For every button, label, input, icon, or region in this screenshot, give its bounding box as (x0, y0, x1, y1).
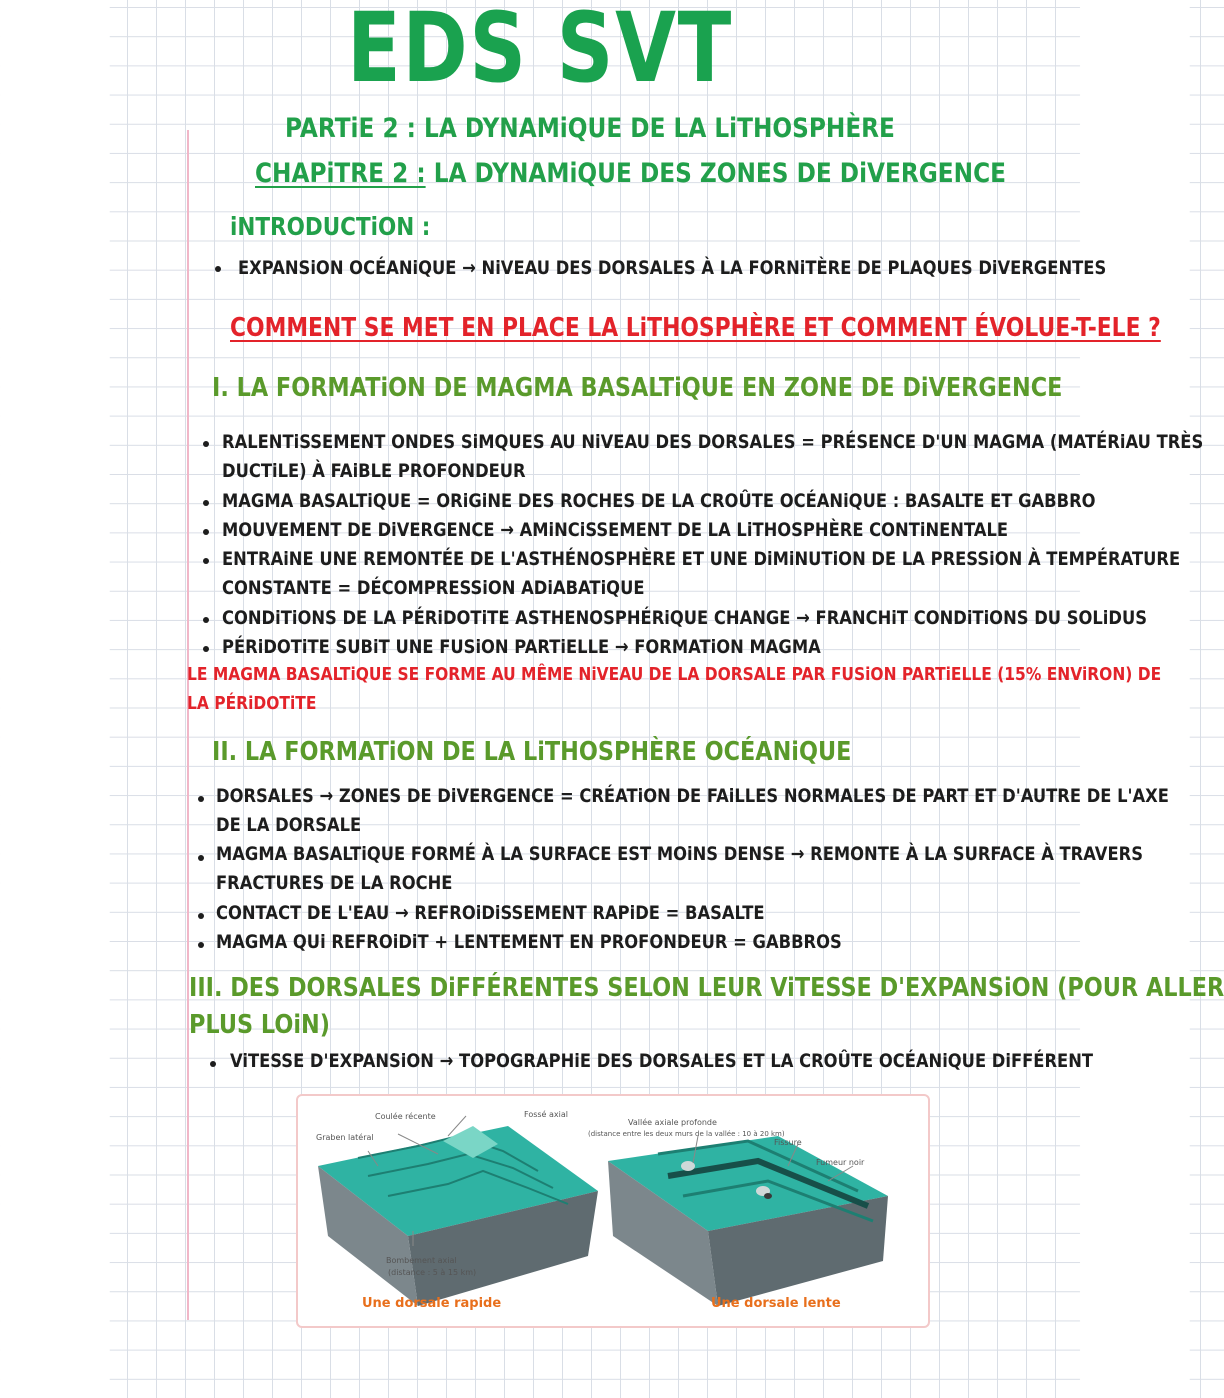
bullet-dot (198, 942, 204, 948)
section-2-line: CONTACT DE L'EAU → REFROiDiSSEMENT RAPiDE = BASALTE (216, 902, 765, 924)
caption-fast-ridge: Une dorsale rapide (362, 1296, 502, 1311)
section-3-bullet: ViTESSE D'EXPANSiON → TOPOGRAPHiE DES DORSALES ET LA CROÛTE OCÉANiQUE DiFFÉRENT (230, 1050, 1094, 1072)
section-2-line: DE LA DORSALE (216, 814, 362, 836)
section-1-line: ENTRAiNE UNE REMONTÉE DE L'ASTHÉNOSPHÈRE ET UNE DiMiNUTiON DE LA PRESSiON À TEMPÉRATURE (222, 548, 1181, 570)
bullet-dot (203, 500, 209, 506)
chapter-label: CHAPiTRE 2 : (255, 158, 426, 189)
section-1-line: MOUVEMENT DE DiVERGENCE → AMiNCiSSEMENT DE LA LiTHOSPHÈRE CONTiNENTALE (222, 519, 1009, 541)
section-3-heading: III. DES DORSALES DiFFÉRENTES SELON LEUR ViTESSE D'EXPANSiON (POUR ALLER (189, 973, 1224, 1003)
section-3-heading: PLUS LOiN) (189, 1010, 330, 1040)
label-coulee-recente: Coulée récente (375, 1112, 436, 1121)
label-bombement-axial: Bombement axial (386, 1256, 457, 1265)
label-bombement-distance: (distance : 5 à 15 km) (388, 1268, 477, 1277)
bullet-dot (203, 529, 209, 535)
bullet-dot (198, 796, 204, 802)
section-1-line: MAGMA BASALTiQUE = ORiGiNE DES ROCHES DE LA CROÛTE OCÉANiQUE : BASALTE ET GABBRO (222, 490, 1096, 512)
section-2-line: FRACTURES DE LA ROCHE (216, 872, 453, 894)
chapter-title: LA DYNAMiQUE DES ZONES DE DiVERGENCE (433, 158, 1007, 189)
notebook-margin-line (187, 130, 189, 1320)
section-1-line: PÉRiDOTiTE SUBiT UNE FUSiON PARTiELLE → FORMATiON MAGMA (222, 636, 821, 658)
intro-heading: iNTRODUCTiON : (230, 212, 431, 241)
section-1-line: RALENTiSSEMENT ONDES SiMQUES AU NiVEAU DES DORSALES = PRÉSENCE D'UN MAGMA (MATÉRiAU TRÈS (222, 431, 1204, 453)
section-2-line: MAGMA QUi REFROiDiT + LENTEMENT EN PROFONDEUR = GABBROS (216, 931, 842, 953)
bullet-dot (210, 1061, 216, 1067)
label-vallee-axiale: Vallée axiale profonde (628, 1118, 717, 1127)
label-fumeur-noir: Fumeur noir (816, 1158, 865, 1167)
label-vallee-distance: (distance entre les deux murs de la vallée : 10 à 20 km) (588, 1130, 785, 1138)
chapter-heading (255, 158, 1006, 189)
bullet-dot (203, 441, 209, 447)
fast-ridge-block (318, 1116, 598, 1306)
label-graben-lateral: Graben latéral (316, 1133, 374, 1142)
section-2-line: MAGMA BASALTiQUE FORMÉ À LA SURFACE EST MOiNS DENSE → REMONTE À LA SURFACE À TRAVERS (216, 843, 1143, 865)
label-fissure: Fissure (774, 1138, 802, 1147)
bullet-dot (203, 617, 209, 623)
section-1-conclusion: LA PÉRiDOTiTE (187, 693, 317, 714)
ridge-comparison-figure (296, 1094, 930, 1328)
intro-bullet: EXPANSiON OCÉANiQUE → NiVEAU DES DORSALES À LA FORNiTÈRE DE PLAQUES DiVERGENTES (238, 257, 1107, 279)
label-fosse-axial: Fossé axial (524, 1110, 568, 1119)
section-1-line: DUCTiLE) À FAiBLE PROFONDEUR (222, 460, 526, 482)
section-2-line: DORSALES → ZONES DE DiVERGENCE = CRÉATiON DE FAiLLES NORMALES DE PART ET D'AUTRE DE L'AXE (216, 785, 1169, 807)
part-heading: PARTiE 2 : LA DYNAMiQUE DE LA LiTHOSPHÈRE (285, 113, 895, 144)
page-title: EDS SVT (346, 0, 734, 104)
caption-slow-ridge: Une dorsale lente (711, 1296, 841, 1311)
section-1-heading: I. LA FORMATiON DE MAGMA BASALTiQUE EN ZONE DE DiVERGENCE (212, 373, 1063, 403)
bullet-dot (203, 558, 209, 564)
section-1-line: CONSTANTE = DÉCOMPRESSiON ADiABATiQUE (222, 577, 645, 599)
bullet-dot (215, 266, 221, 272)
bullet-dot (198, 913, 204, 919)
bullet-dot (203, 646, 209, 652)
section-1-conclusion: LE MAGMA BASALTiQUE SE FORME AU MÊME NiVEAU DE LA DORSALE PAR FUSiON PARTiELLE (15% ENViRON) DE (187, 664, 1162, 685)
bullet-dot (198, 855, 204, 861)
guiding-question: COMMENT SE MET EN PLACE LA LiTHOSPHÈRE ET COMMENT ÉVOLUE-T-ELE ? (230, 313, 1161, 343)
section-2-heading: II. LA FORMATiON DE LA LiTHOSPHÈRE OCÉANiQUE (212, 737, 852, 767)
section-1-line: CONDiTiONS DE LA PÉRiDOTiTE ASTHENOSPHÉRiQUE CHANGE → FRANCHiT CONDiTiONS DU SOLiDUS (222, 607, 1147, 629)
